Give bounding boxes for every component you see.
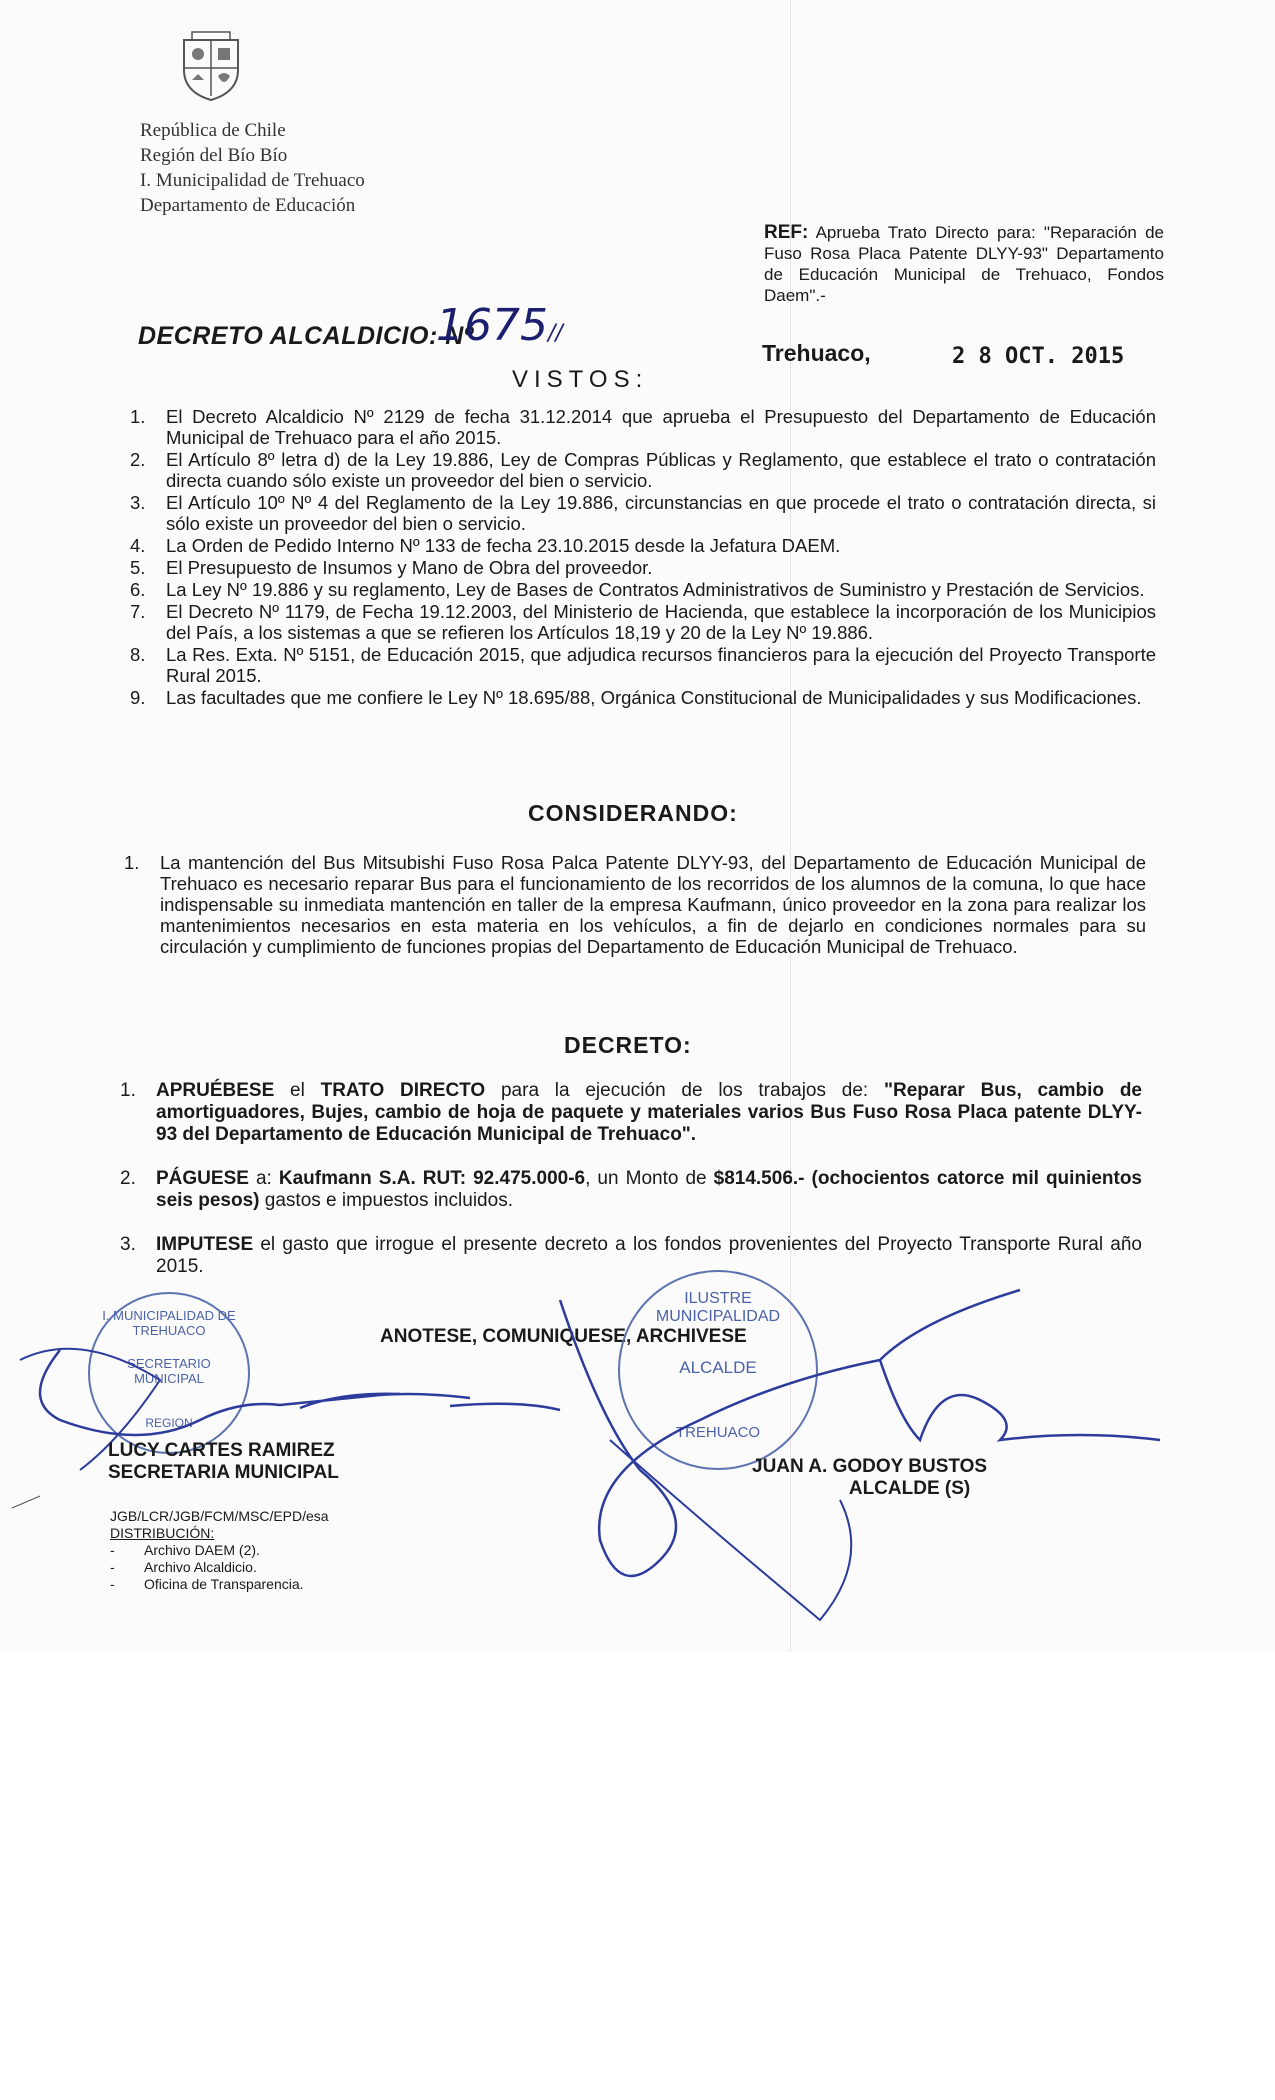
- list-item: 2. PÁGUESE a: Kaufmann S.A. RUT: 92.475.000-6, un Monto de $814.506.- (ochocientos catorce mil quinientos seis pesos) gastos e impuestos incluidos.: [120, 1168, 1142, 1211]
- stamp-ring-text: I. MUNICIPALIDAD DE TREHUACO: [102, 1308, 236, 1338]
- signatory-title: ALCALDE (S): [848, 1478, 971, 1499]
- list-item: - Archivo Alcaldicio.: [110, 1559, 257, 1575]
- list-item: 7. El Decreto Nº 1179, de Fecha 19.12.2003, del Ministerio de Hacienda, que establece la incorporación de los Municipios del País, a los sistemas a que se refieren los Artículos 18,19 y 20 de la Ley Nº 19.886.: [130, 601, 1156, 643]
- list-item-text: La Orden de Pedido Interno Nº 133 de fecha 23.10.2015 desde la Jefatura DAEM.: [166, 535, 841, 556]
- list-item: 2. El Artículo 8º letra d) de la Ley 19.886, Ley de Compras Públicas y Reglamento, que establece el trato o contratación directa cuando sólo existe un proveedor del bien o servicio.: [130, 449, 1156, 491]
- list-item: 4. La Orden de Pedido Interno Nº 133 de fecha 23.10.2015 desde la Jefatura DAEM.: [130, 535, 841, 556]
- mayor-signature-block: [752, 1456, 987, 1500]
- text-span: , un Monto de: [585, 1168, 714, 1189]
- decree-title: DECRETO ALCALDICIO: Nº: [138, 322, 474, 350]
- decree-number-suffix: //: [547, 321, 563, 346]
- signatory-name: LUCY CARTES RAMIREZ: [108, 1440, 335, 1461]
- list-item-text: La mantención del Bus Mitsubishi Fuso Rosa Palca Patente DLYY-93, del Departamento de Educación Municipal de Trehuaco es necesario reparar Bus para el funcionamiento de los recorridos de los alumnos de la comuna, lo que hace indispensable su inmediata mantención en taller de la empresa Kaufmann, único proveedor en la zona para realizar los mantenimientos necesarios en esta materia en los vehículos, a fin de dejarlo en condiciones normales para su circulación y cumplimiento de funciones propias del Departamento de Educación Municipal de Trehuaco.: [160, 852, 1146, 957]
- decree-number-handwritten: [436, 300, 563, 351]
- stamp-center-text: ALCALDE: [679, 1358, 757, 1377]
- text-span: a:: [248, 1168, 279, 1189]
- approve-keyword: APRUÉBESE: [156, 1080, 275, 1101]
- text-span: gastos e impuestos incluidos.: [259, 1190, 513, 1211]
- place-name: Trehuaco,: [762, 340, 871, 366]
- list-item: 1. APRUÉBESE el TRATO DIRECTO para la ejecución de los trabajos de: "Reparar Bus, cambio de amortiguadores, Bujes, cambio de hoja de paquete y materiales varios Bus Fuso Rosa Placa patente DLYY-93 del Departamento de Educación Municipal de Trehuaco".: [120, 1080, 1142, 1145]
- list-item-text: La Ley Nº 19.886 y su reglamento, Ley de Bases de Contratos Administrativos de Suministro y Prestación de Servicios.: [166, 579, 1145, 600]
- ref-label: REF:: [764, 222, 809, 243]
- list-item: 3. El Artículo 10º Nº 4 del Reglamento de la Ley 19.886, circunstancias en que procede el trato o contratación directa, si sólo existe un proveedor del bien o servicio.: [130, 492, 1156, 534]
- reference-block: [764, 222, 1164, 306]
- list-item-text: El Decreto Alcaldicio Nº 2129 de fecha 31.12.2014 que aprueba el Presupuesto del Departamento de Educación Municipal de Trehuaco para el año 2015.: [166, 406, 1156, 448]
- header-line: Región del Bío Bío: [140, 145, 288, 166]
- list-item: 1. El Decreto Alcaldicio Nº 2129 de fecha 31.12.2014 que aprueba el Presupuesto del Departamento de Educación Municipal de Trehuaco para el año 2015.: [130, 406, 1156, 448]
- list-item-text: Las facultades que me confiere le Ley Nº 18.695/88, Orgánica Constitucional de Municipalidades y sus Modificaciones.: [166, 687, 1142, 708]
- institution-header: [140, 118, 365, 218]
- initials: JGB/LCR/JGB/FCM/MSC/EPD/esa: [110, 1508, 329, 1524]
- list-item: 8. La Res. Exta. Nº 5151, de Educación 2015, que adjudica recursos financieros para la ejecución del Proyecto Transporte Rural 2015.: [130, 644, 1156, 686]
- text-span: para la ejecución de los trabajos de:: [485, 1080, 884, 1101]
- text-span: el: [274, 1080, 321, 1101]
- vistos-heading: VISTOS:: [512, 366, 649, 393]
- trato-directo-keyword: TRATO DIRECTO: [320, 1080, 486, 1101]
- list-item: - Oficina de Transparencia.: [110, 1576, 304, 1592]
- text-span: el gasto que irrogue el presente decreto a los fondos provenientes del Proyecto Transporte Rural año 2015.: [156, 1234, 1142, 1277]
- impute-keyword: IMPUTESE: [156, 1234, 254, 1255]
- considerando-list: [124, 852, 1146, 957]
- list-item-text: El Artículo 10º Nº 4 del Reglamento de la Ley 19.886, circunstancias en que procede el trato o contratación directa, si sólo existe un proveedor del bien o servicio.: [166, 492, 1156, 534]
- list-item-text: Archivo Alcaldicio.: [144, 1559, 257, 1575]
- list-item-text: Archivo DAEM (2).: [144, 1542, 260, 1558]
- list-item: 3. IMPUTESE el gasto que irrogue el presente decreto a los fondos provenientes del Proyecto Transporte Rural año 2015.: [120, 1234, 1142, 1277]
- pay-keyword: PÁGUESE: [156, 1168, 249, 1189]
- stamp-bottom-text: REGION: [145, 1416, 193, 1430]
- decreto-heading: DECRETO:: [564, 1032, 692, 1058]
- header-line: República de Chile: [140, 120, 286, 141]
- considerando-heading: CONSIDERANDO:: [528, 800, 738, 826]
- list-item: 9. Las facultades que me confiere le Ley Nº 18.695/88, Orgánica Constitucional de Municipalidades y sus Modificaciones.: [130, 687, 1142, 708]
- date-stamp: 2 8 OCT. 2015: [952, 344, 1125, 369]
- distribution-label: DISTRIBUCIÓN:: [110, 1525, 215, 1541]
- secretary-signature-block: [108, 1440, 339, 1484]
- stamp-ring-text: ILUSTRE MUNICIPALIDAD: [655, 1290, 781, 1325]
- list-item-text: La Res. Exta. Nº 5151, de Educación 2015, que adjudica recursos financieros para la ejecución del Proyecto Transporte Rural 2015.: [166, 644, 1156, 686]
- mayor-stamp: [618, 1270, 818, 1470]
- list-item-text: El Decreto Nº 1179, de Fecha 19.12.2003, del Ministerio de Hacienda, que establece la incorporación de los Municipios del País, a los sistemas a que se refieren los Artículos 18,19 y 20 de la Ley Nº 19.886.: [166, 601, 1156, 643]
- work-description: "Reparar Bus, cambio de amortiguadores, Bujes, cambio de hoja de paquete y materiales varios Bus Fuso Rosa Placa patente DLYY-93 del Departamento de Educación Municipal de Trehuaco".: [156, 1080, 1142, 1145]
- vistos-list: [130, 406, 1156, 709]
- coat-of-arms-icon: [178, 30, 244, 104]
- list-item-text: El Presupuesto de Insumos y Mano de Obra del proveedor.: [166, 557, 653, 578]
- stamp-center-text: SECRETARIO MUNICIPAL: [127, 1356, 211, 1386]
- stamp-bottom-text: TREHUACO: [675, 1424, 761, 1441]
- decreto-list: [120, 1080, 1142, 1300]
- signatory-title: SECRETARIA MUNICIPAL: [108, 1462, 339, 1483]
- list-item-text: El Artículo 8º letra d) de la Ley 19.886, Ley de Compras Públicas y Reglamento, que establece el trato o contratación directa cuando sólo existe un proveedor del bien o servicio.: [166, 449, 1156, 491]
- ref-text: Aprueba Trato Directo para: "Reparación de Fuso Rosa Placa Patente DLYY-93" Departamento de Educación Municipal de Trehuaco, Fondos Daem".-: [764, 223, 1164, 305]
- decree-number: 1675: [436, 300, 548, 351]
- signatory-name: JUAN A. GODOY BUSTOS: [752, 1456, 988, 1477]
- amount: $814.506.- (ochocientos catorce mil quinientos seis pesos): [156, 1168, 1142, 1211]
- header-line: I. Municipalidad de Trehuaco: [140, 170, 365, 191]
- header-line: Departamento de Educación: [140, 195, 356, 216]
- supplier-name: Kaufmann S.A. RUT: 92.475.000-6: [278, 1168, 586, 1189]
- list-item: - Archivo DAEM (2).: [110, 1542, 260, 1558]
- distribution-footer: [110, 1508, 329, 1593]
- list-item: 1. La mantención del Bus Mitsubishi Fuso Rosa Palca Patente DLYY-93, del Departamento de Educación Municipal de Trehuaco es necesario reparar Bus para el funcionamiento de los recorridos de los alumnos de la comuna, lo que hace indispensable su inmediata mantención en taller de la empresa Kaufmann, único proveedor en la zona para realizar los mantenimientos necesarios en esta materia en los vehículos, a fin de dejarlo en condiciones normales para su circulación y cumplimiento de funciones propias del Departamento de Educación Municipal de Trehuaco.: [124, 852, 1146, 957]
- list-item: 5. El Presupuesto de Insumos y Mano de Obra del proveedor.: [130, 557, 653, 578]
- closing-line: ANOTESE, COMUNIQUESE, ARCHIVESE: [380, 1326, 747, 1347]
- list-item-text: Oficina de Transparencia.: [144, 1576, 304, 1592]
- secretary-stamp: [88, 1292, 250, 1454]
- list-item: 6. La Ley Nº 19.886 y su reglamento, Ley de Bases de Contratos Administrativos de Suministro y Prestación de Servicios.: [130, 579, 1145, 600]
